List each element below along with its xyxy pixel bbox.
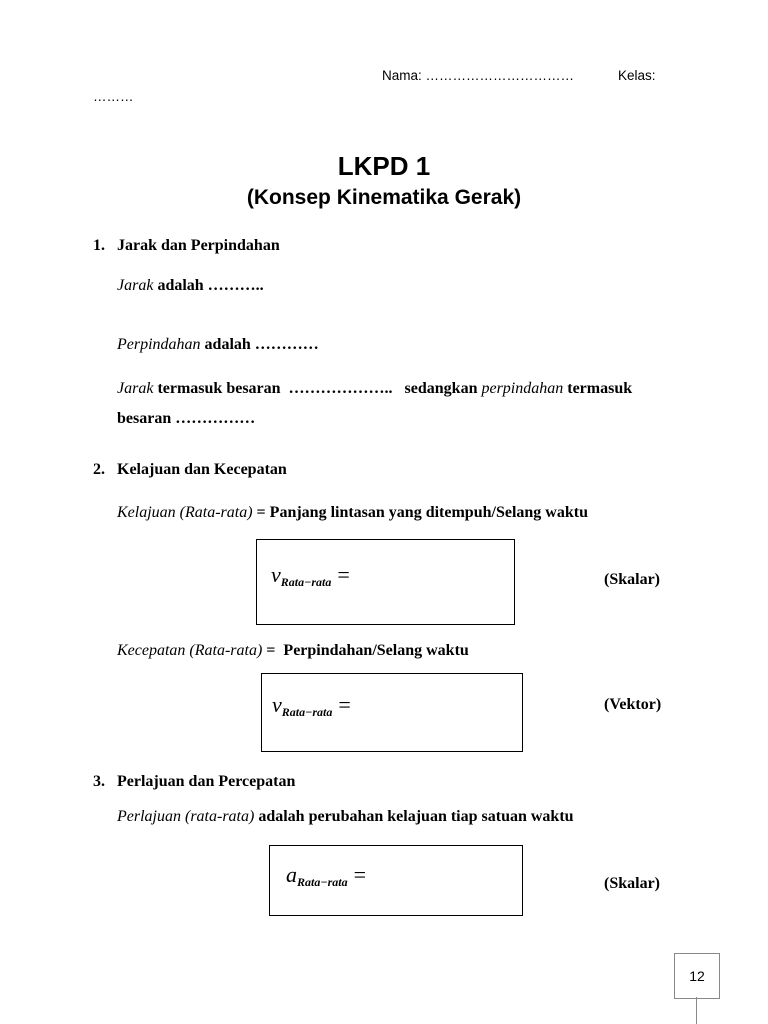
term: Kelajuan (Rata-rata)	[117, 504, 253, 521]
definition-text: adalah …………	[200, 336, 319, 353]
section-1-heading	[93, 237, 280, 255]
formula-variable: a	[286, 862, 297, 887]
term: Kecepatan (Rata-rata)	[117, 642, 263, 659]
formula-subscript: Rata−rata	[281, 705, 333, 719]
definition-text: adalah ………..	[153, 277, 264, 294]
perpindahan-definition	[117, 336, 319, 354]
document-subtitle: (Konsep Kinematika Gerak)	[246, 186, 522, 209]
perlajuan-definition	[117, 808, 574, 826]
kelajuan-definition	[117, 504, 588, 522]
formula-perlajuan	[286, 862, 366, 890]
name-field-label: Nama: ……………………………	[382, 68, 575, 83]
definition-text: adalah perubahan kelajuan tiap satuan waktu	[254, 808, 574, 825]
vector-tag: (Vektor)	[604, 696, 662, 713]
section-number: 3.	[93, 773, 105, 790]
formula-variable: v	[272, 692, 282, 717]
formula-kecepatan	[272, 692, 351, 720]
kecepatan-definition	[117, 642, 469, 660]
class-field-dots: ………	[93, 89, 134, 104]
term: Perlajuan (rata-rata)	[117, 808, 255, 825]
section-3-heading	[93, 773, 295, 791]
section-number: 1.	[93, 237, 105, 254]
formula-equals: =	[353, 862, 367, 887]
formula-equals: =	[337, 562, 350, 587]
document-title: LKPD 1	[337, 151, 431, 181]
section-title: Perlajuan dan Percepatan	[117, 773, 296, 790]
formula-variable: v	[271, 562, 281, 587]
scalar-tag: (Skalar)	[604, 875, 660, 892]
besaran-statement-cont: besaran ……………	[117, 410, 256, 427]
formula-box-perlajuan	[269, 845, 523, 916]
section-title: Jarak dan Perpindahan	[117, 237, 280, 254]
term: perpindahan	[481, 380, 564, 397]
formula-box-kelajuan	[256, 539, 515, 625]
jarak-definition	[117, 277, 264, 295]
class-field-label: Kelas:	[618, 68, 656, 83]
formula-subscript: Rata−rata	[297, 875, 348, 889]
definition-text: = Panjang lintasan yang ditempuh/Selang waktu	[252, 504, 588, 521]
term: Jarak	[117, 380, 154, 397]
definition-text: = Perpindahan/Selang waktu	[262, 642, 469, 659]
statement-text: termasuk	[563, 380, 633, 397]
section-title: Kelajuan dan Kecepatan	[117, 461, 287, 478]
page-number-divider	[696, 997, 697, 1024]
scalar-tag: (Skalar)	[604, 571, 660, 588]
section-number: 2.	[93, 461, 105, 478]
formula-box-kecepatan	[261, 673, 523, 752]
statement-text: termasuk besaran ……………….. sedangkan	[153, 380, 482, 397]
formula-subscript: Rata−rata	[280, 575, 332, 589]
besaran-statement	[117, 380, 632, 398]
page-number: 12	[674, 953, 720, 999]
formula-kelajuan	[271, 562, 350, 590]
term: Jarak	[117, 277, 154, 294]
formula-equals: =	[338, 692, 351, 717]
term: Perpindahan	[117, 336, 201, 353]
section-2-heading	[93, 461, 287, 479]
